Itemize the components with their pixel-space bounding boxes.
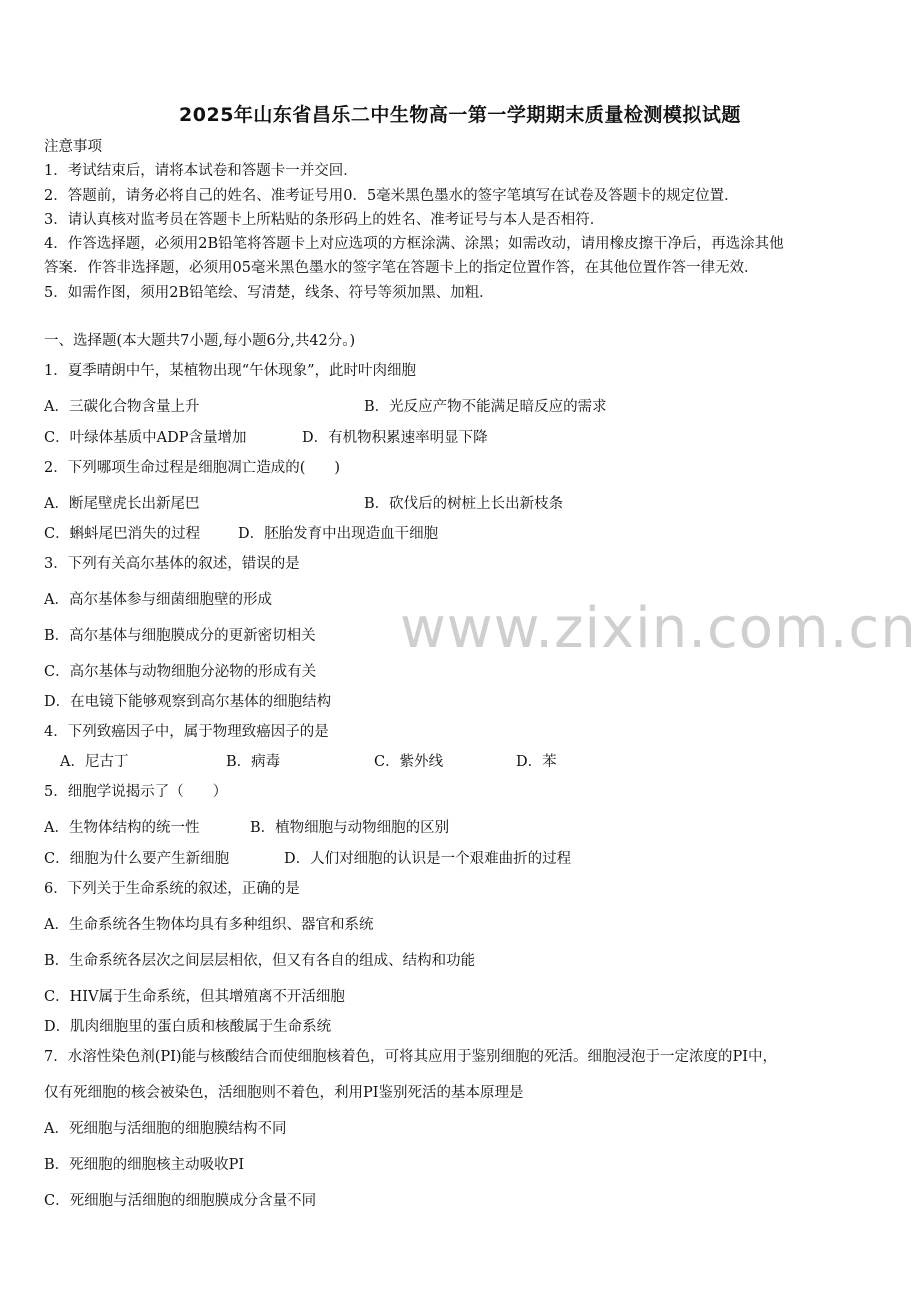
option-a: A．三碳化合物含量上升	[44, 399, 200, 415]
notice-item: 答案．作答非选择题，必须用05毫米黑色墨水的签字笔在答题卡上的指定位置作答，在其他位置作答一律无效．	[44, 260, 759, 276]
option-d: D．苯	[516, 754, 557, 770]
question-stem-continued: 仅有死细胞的核会被染色，活细胞则不着色，利用PI鉴别死活的基本原理是	[44, 1085, 524, 1101]
option-d: D．肌肉细胞里的蛋白质和核酸属于生命系统	[44, 1019, 332, 1035]
option-d: D．胚胎发育中出现造血干细胞	[238, 526, 439, 542]
notice-item: 2．答题前，请务必将自己的姓名、准考证号用0．5毫米黑色墨水的签字笔填写在试卷及答题卡的规定位置．	[44, 188, 739, 204]
notice-item: 4．作答选择题，必须用2B铅笔将答题卡上对应选项的方框涂满、涂黑；如需改动，请用橡皮擦干净后，再选涂其他	[44, 236, 784, 252]
watermark: www.zixin.com.cn	[400, 596, 917, 661]
option-c: C．HIV属于生命系统，但其增殖离不开活细胞	[44, 989, 345, 1005]
question-stem: 7．水溶性染色剂(PI)能与核酸结合而使细胞核着色，可将其应用于鉴别细胞的死活。细胞浸泡于一定浓度的PI中，	[44, 1049, 778, 1065]
option-d: D．有机物积累速率明显下降	[302, 430, 488, 446]
option-c: C．蝌蚪尾巴消失的过程	[44, 526, 201, 542]
option-a: A．高尔基体参与细菌细胞壁的形成	[44, 592, 272, 608]
option-a: A．断尾壁虎长出新尾巴	[44, 496, 200, 512]
option-d: D．人们对细胞的认识是一个艰难曲折的过程	[284, 851, 572, 867]
option-b: B．植物细胞与动物细胞的区别	[250, 820, 450, 836]
notice-item: 3．请认真核对监考员在答题卡上所粘贴的条形码上的姓名、准考证号与本人是否相符．	[44, 212, 605, 228]
question-stem: 4．下列致癌因子中，属于物理致癌因子的是	[44, 724, 329, 740]
option-a: A．生命系统各生物体均具有多种组织、器官和系统	[44, 917, 374, 933]
question-stem: 5．细胞学说揭示了（ ）	[44, 784, 228, 800]
option-c: C．叶绿体基质中ADP含量增加	[44, 430, 247, 446]
option-b: B．光反应产物不能满足暗反应的需求	[364, 399, 607, 415]
notice-item: 1．考试结束后，请将本试卷和答题卡一并交回．	[44, 163, 358, 179]
question-stem: 6．下列关于生命系统的叙述，正确的是	[44, 881, 300, 897]
option-a: A．尼古丁	[60, 754, 129, 770]
option-a: A．生物体结构的统一性	[44, 820, 200, 836]
option-c: C．死细胞与活细胞的细胞膜成分含量不同	[44, 1193, 317, 1209]
option-b: B．砍伐后的树桩上长出新枝条	[364, 496, 564, 512]
notice-item: 5．如需作图，须用2B铅笔绘、写清楚，线条、符号等须加黑、加粗．	[44, 285, 494, 301]
notice-heading: 注意事项	[44, 139, 102, 155]
page-title: 2025年山东省昌乐二中生物高一第一学期期末质量检测模拟试题	[179, 104, 741, 126]
option-c: C．细胞为什么要产生新细胞	[44, 851, 230, 867]
option-d: D．在电镜下能够观察到高尔基体的细胞结构	[44, 694, 332, 710]
section-heading: 一、选择题(本大题共7小题,每小题6分,共42分。)	[44, 333, 356, 349]
option-c: C．高尔基体与动物细胞分泌物的形成有关	[44, 664, 317, 680]
option-a: A．死细胞与活细胞的细胞膜结构不同	[44, 1121, 287, 1137]
question-stem: 2．下列哪项生命过程是细胞凋亡造成的( )	[44, 460, 341, 476]
option-c: C．紫外线	[374, 754, 444, 770]
option-b: B．生命系统各层次之间层层相依，但又有各自的组成、结构和功能	[44, 953, 476, 969]
option-b: B．病毒	[226, 754, 281, 770]
question-stem: 3．下列有关高尔基体的叙述，错误的是	[44, 556, 300, 572]
option-b: B．死细胞的细胞核主动吸收PI	[44, 1157, 245, 1173]
question-stem: 1．夏季晴朗中午，某植物出现“午休现象”，此时叶肉细胞	[44, 363, 417, 379]
option-b: B．高尔基体与细胞膜成分的更新密切相关	[44, 628, 316, 644]
